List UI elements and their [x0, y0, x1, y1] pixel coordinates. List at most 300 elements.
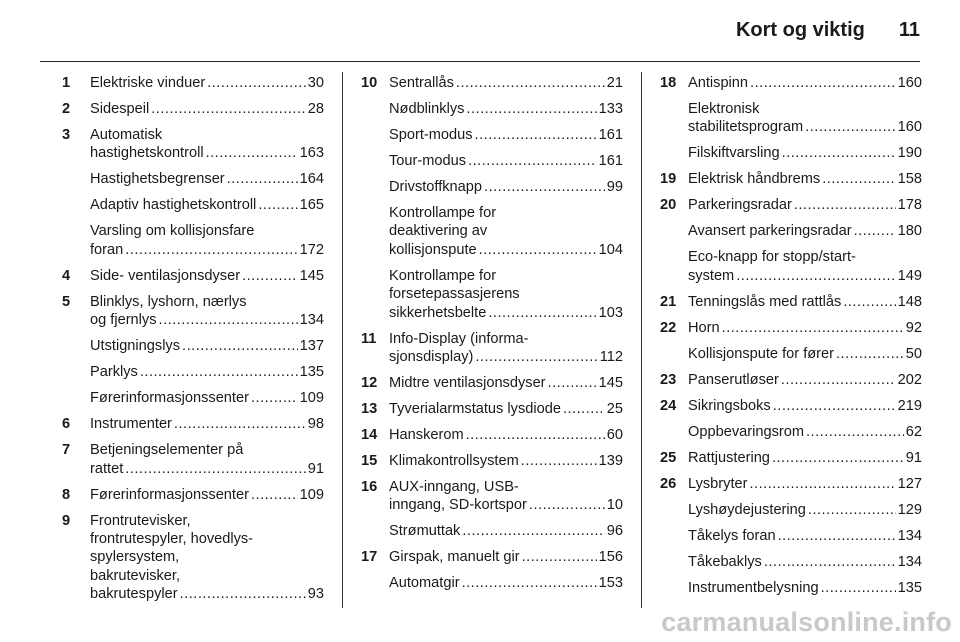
entry-page-number: 161: [598, 153, 623, 169]
dot-leader: [805, 118, 895, 136]
entry-page-number: 161: [598, 127, 623, 143]
index-entry: [62, 267, 324, 285]
entry-page-number: 172: [299, 241, 324, 258]
index-entry: [660, 222, 922, 240]
entry-page-number: 145: [299, 267, 324, 284]
index-entry: [660, 319, 922, 337]
entry-last-line: [389, 100, 623, 118]
entry-number: 6: [62, 416, 71, 433]
entry-number: 13: [361, 401, 378, 418]
index-entry: [361, 426, 623, 444]
index-entry: [361, 400, 623, 418]
entry-last-line: [688, 553, 922, 571]
dot-leader: [475, 348, 597, 366]
entry-label: Tenningslås med rattlås: [688, 293, 842, 310]
dot-leader: [736, 267, 895, 285]
entry-last-line: [389, 374, 623, 392]
entry-last-line: [389, 426, 623, 444]
entry-last-line: [688, 144, 922, 162]
dot-leader: [462, 574, 597, 592]
entry-label: Elektriske vinduer: [90, 75, 206, 91]
dot-leader: [794, 196, 896, 214]
entry-number: 4: [62, 267, 71, 284]
entry-label: Tyverialarmstatus lysdiode: [389, 401, 561, 418]
entry-last-line: [389, 178, 623, 196]
dot-leader: [808, 501, 896, 519]
entry-last-line: [389, 496, 623, 514]
entry-last-line: [389, 74, 623, 92]
entry-label: Utstigningslys: [90, 338, 181, 355]
dot-leader: [521, 452, 597, 470]
entry-last-line: [90, 144, 324, 162]
entry-number: 15: [361, 453, 378, 470]
entry-label: Antispinn: [688, 75, 749, 91]
entry-label: system: [688, 267, 735, 284]
dot-leader: [548, 374, 597, 392]
entry-last-line: [389, 522, 623, 540]
entry-label: Lyshøydejustering: [688, 501, 806, 518]
entry-number: 20: [660, 197, 677, 214]
entry-last-line: [688, 293, 922, 311]
entry-last-line: [688, 423, 922, 441]
entry-last-line: [90, 100, 324, 118]
entry-last-line: [90, 585, 324, 603]
entry-label: Panserutløser: [688, 371, 779, 388]
entry-page-number: 164: [299, 171, 324, 188]
entry-label: Elektrisk håndbrems: [688, 171, 821, 188]
index-entry: [62, 100, 324, 118]
entry-label: Strømuttak: [389, 523, 461, 540]
index-entry: [62, 170, 324, 188]
dot-leader: [466, 100, 596, 118]
entry-label: Tåkebaklys: [688, 553, 762, 570]
entry-last-line: [688, 371, 922, 389]
entry-label: Betjeningselementer på: [90, 442, 244, 459]
entry-label: Filskiftvarsling: [688, 145, 780, 162]
entry-page-number: 165: [299, 197, 324, 214]
entry-label: spylersystem,: [90, 549, 180, 566]
entry-page-number: 145: [598, 375, 623, 392]
entry-last-line: [688, 196, 922, 214]
entry-last-line: [688, 501, 922, 519]
index-entry: [62, 74, 324, 92]
page-title: Kort og viktig: [735, 19, 865, 41]
entry-label: Lysbryter: [688, 475, 748, 492]
entry-page-number: 178: [897, 197, 922, 214]
entry-page-number: 219: [897, 397, 922, 414]
entry-last-line: [90, 311, 324, 329]
index-entry: [62, 293, 324, 330]
entry-page-number: 96: [606, 523, 623, 540]
entry-last-line: [90, 363, 324, 381]
entry-label: Instrumenter: [90, 416, 172, 433]
entry-number: 10: [361, 75, 378, 91]
dot-leader: [466, 426, 605, 444]
entry-page-number: 202: [897, 371, 922, 388]
entry-label: Sport-modus: [389, 127, 473, 143]
dot-leader: [778, 527, 896, 545]
entry-number: 3: [62, 127, 71, 143]
entry-page-number: 91: [307, 460, 324, 477]
entry-last-line: [389, 574, 623, 592]
dot-leader: [843, 293, 895, 311]
entry-last-line: [688, 397, 922, 415]
entry-page-number: 21: [606, 75, 623, 91]
entry-page-number: 134: [897, 553, 922, 570]
dot-leader: [125, 460, 306, 478]
entry-page-number: 139: [598, 453, 623, 470]
index-entry: [660, 501, 922, 519]
entry-label: Horn: [688, 319, 720, 336]
entry-label: bakrutespyler: [90, 586, 178, 603]
dot-leader: [242, 267, 298, 285]
entry-page-number: 160: [897, 119, 922, 136]
dot-leader: [781, 371, 896, 389]
dot-leader: [529, 496, 605, 514]
entry-last-line: [90, 486, 324, 504]
entry-label: stabilitetsprogram: [688, 119, 804, 136]
entry-page-number: 160: [897, 75, 922, 91]
entry-label: frontrutespyler, hovedlys-: [90, 531, 254, 548]
entry-label: Drivstoffknapp: [389, 179, 483, 195]
index-entry: [660, 345, 922, 363]
entry-page-number: 109: [299, 390, 324, 407]
entry-label: Avansert parkeringsradar: [688, 223, 852, 240]
entry-number: 7: [62, 442, 71, 459]
entry-label: Sentrallås: [389, 75, 454, 91]
page-number: 11: [898, 19, 920, 41]
index-entry: [361, 452, 623, 470]
index-entry: [62, 441, 324, 478]
index-entry: [660, 144, 922, 162]
index-entry: [660, 293, 922, 311]
entry-page-number: 99: [606, 179, 623, 195]
column-divider: [641, 72, 642, 608]
entry-label: Varsling om kollisjonsfare: [90, 223, 255, 240]
index-entry: [361, 74, 623, 92]
entry-last-line: [389, 400, 623, 418]
entry-page-number: 92: [905, 319, 922, 336]
entry-last-line: [688, 222, 922, 240]
dot-leader: [773, 397, 896, 415]
entry-page-number: 133: [598, 101, 623, 117]
index-entry: [660, 74, 922, 92]
entry-last-line: [389, 452, 623, 470]
entry-last-line: [688, 449, 922, 467]
entry-last-line: [389, 126, 623, 144]
index-entry: [62, 486, 324, 504]
entry-number: 11: [361, 330, 377, 347]
entry-last-line: [90, 267, 324, 285]
entry-label: Side- ventilasjonsdyser: [90, 267, 241, 284]
entry-label: Blinklys, lyshorn, nærlys: [90, 293, 247, 310]
watermark-text: carmanualsonline.info: [661, 607, 952, 637]
index-entry: [660, 579, 922, 597]
index-entry: [660, 100, 922, 137]
entry-number: 12: [361, 375, 378, 392]
dot-leader: [140, 363, 298, 381]
entry-page-number: 163: [299, 145, 324, 162]
dot-leader: [563, 400, 605, 418]
index-entry: [660, 371, 922, 389]
entry-page-number: 153: [598, 575, 623, 592]
entry-last-line: [688, 345, 922, 363]
index-entry: [62, 222, 324, 259]
entry-label: rattet: [90, 460, 124, 477]
index-entry: [361, 574, 623, 592]
dot-leader: [159, 311, 298, 329]
index-entry: [62, 337, 324, 355]
entry-label: Parkeringsradar: [688, 197, 792, 214]
dot-leader: [251, 486, 298, 504]
entry-label: sjonsdisplay): [389, 349, 474, 366]
entry-last-line: [90, 74, 324, 92]
index-entry: [62, 415, 324, 433]
index-entry: [660, 553, 922, 571]
entry-page-number: 127: [897, 475, 922, 492]
entry-last-line: [688, 527, 922, 545]
entry-label: Info-Display (informa-: [389, 330, 529, 347]
entry-number: 22: [660, 319, 677, 336]
entry-page-number: 98: [307, 416, 324, 433]
dot-leader: [468, 152, 597, 170]
entry-page-number: 134: [897, 527, 922, 544]
entry-label: Parklys: [90, 364, 138, 381]
dot-leader: [750, 74, 896, 92]
entry-number: 17: [361, 549, 378, 566]
entry-label: Automatisk: [90, 127, 163, 143]
entry-page-number: 129: [897, 501, 922, 518]
entry-last-line: [90, 415, 324, 433]
dot-leader: [782, 144, 896, 162]
dot-leader: [258, 196, 297, 214]
entry-label: Oppbevaringsrom: [688, 423, 804, 440]
entry-label: Instrumentbelysning: [688, 579, 819, 596]
entry-page-number: 93: [307, 586, 324, 603]
entry-label: Sidespeil: [90, 101, 150, 117]
entry-last-line: [90, 241, 324, 259]
entry-last-line: [90, 170, 324, 188]
dot-leader: [180, 585, 306, 603]
dot-leader: [125, 241, 297, 259]
entry-last-line: [90, 460, 324, 478]
entry-last-line: [389, 304, 623, 322]
entry-number: 24: [660, 397, 677, 414]
entry-page-number: 25: [606, 401, 623, 418]
entry-label: Sikringsboks: [688, 397, 771, 414]
index-entry: [361, 522, 623, 540]
index-entry: [361, 178, 623, 196]
entry-number: 2: [62, 101, 71, 117]
entry-page-number: 112: [599, 349, 623, 366]
dot-leader: [479, 241, 597, 259]
index-entry: [361, 478, 623, 515]
dot-leader: [749, 475, 895, 493]
dot-leader: [722, 319, 904, 337]
entry-label: Tåkelys foran: [688, 527, 776, 544]
entry-page-number: 91: [905, 449, 922, 466]
index-entry: [361, 267, 623, 322]
index-entry: [361, 152, 623, 170]
entry-number: 19: [660, 171, 677, 188]
dot-leader: [488, 304, 596, 322]
index-entry: [62, 196, 324, 214]
entry-number: 18: [660, 75, 677, 91]
entry-number: 9: [62, 512, 71, 529]
entry-label: Eco-knapp for stopp/start-: [688, 249, 856, 266]
index-entry: [62, 389, 324, 407]
dot-leader: [227, 170, 298, 188]
entry-label: Førerinformasjonssenter: [90, 390, 249, 407]
entry-label: AUX-inngang, USB-: [389, 479, 519, 496]
entry-label: Girspak, manuelt gir: [389, 549, 520, 566]
index-entry: [660, 397, 922, 415]
entry-last-line: [688, 579, 922, 597]
entry-label: sikkerhetsbelte: [389, 304, 487, 321]
entry-label: og fjernlys: [90, 312, 157, 329]
index-entry: [660, 248, 922, 285]
entry-label: Førerinformasjonssenter: [90, 486, 249, 503]
entry-label: Adaptiv hastighetskontroll: [90, 197, 257, 214]
index-entry: [361, 548, 623, 566]
entry-label: bakrutevisker,: [90, 567, 181, 584]
index-entry: [660, 423, 922, 441]
index-column-2: [361, 74, 623, 600]
entry-page-number: 135: [897, 579, 922, 596]
dot-leader: [251, 389, 298, 407]
entry-page-number: 50: [905, 345, 922, 362]
dot-leader: [207, 74, 306, 92]
entry-number: 16: [361, 479, 378, 496]
header-rule: [40, 61, 920, 62]
entry-label: Klimakontrollsystem: [389, 453, 519, 470]
entry-label: Elektronisk: [688, 101, 760, 117]
entry-page-number: 137: [299, 338, 324, 355]
entry-page-number: 104: [598, 241, 623, 258]
entry-page-number: 28: [307, 101, 324, 117]
entry-page-number: 62: [905, 423, 922, 440]
page-header: [736, 19, 920, 42]
dot-leader: [836, 345, 904, 363]
dot-leader: [821, 579, 896, 597]
entry-number: 1: [62, 75, 71, 91]
entry-number: 14: [361, 427, 378, 444]
dot-leader: [182, 337, 298, 355]
entry-last-line: [688, 170, 922, 188]
index-column-3: [660, 74, 922, 605]
entry-last-line: [688, 74, 922, 92]
entry-label: Hastighetsbegrenser: [90, 171, 225, 188]
index-entry: [660, 449, 922, 467]
entry-last-line: [90, 196, 324, 214]
entry-label: Kollisjonspute for fører: [688, 345, 834, 362]
dot-leader: [854, 222, 896, 240]
entry-label: Tour-modus: [389, 153, 467, 169]
entry-page-number: 149: [897, 267, 922, 284]
index-entry: [62, 126, 324, 163]
entry-last-line: [389, 348, 623, 366]
entry-number: 23: [660, 371, 677, 388]
index-entry: [361, 374, 623, 392]
entry-last-line: [688, 319, 922, 337]
entry-last-line: [389, 241, 623, 259]
entry-last-line: [90, 389, 324, 407]
dot-leader: [764, 553, 896, 571]
entry-label: forsetepassasjerens: [389, 286, 520, 303]
entry-last-line: [90, 337, 324, 355]
entry-page-number: 109: [299, 486, 324, 503]
entry-number: 25: [660, 449, 677, 466]
entry-label: Frontrutevisker,: [90, 512, 191, 529]
entry-last-line: [389, 548, 623, 566]
dot-leader: [456, 74, 605, 92]
entry-last-line: [688, 475, 922, 493]
dot-leader: [151, 100, 306, 118]
entry-page-number: 158: [897, 171, 922, 188]
index-entry: [62, 363, 324, 381]
dot-leader: [806, 423, 904, 441]
entry-label: Automatgir: [389, 575, 460, 592]
index-entry: [361, 126, 623, 144]
dot-leader: [462, 522, 604, 540]
entry-label: Rattjustering: [688, 449, 770, 466]
entry-label: inngang, SD-kortspor: [389, 497, 527, 514]
dot-leader: [822, 170, 895, 188]
entry-page-number: 180: [897, 223, 922, 240]
index-entry: [660, 196, 922, 214]
index-entry: [660, 527, 922, 545]
index-entry: [361, 100, 623, 118]
entry-label: deaktivering av: [389, 223, 488, 240]
entry-page-number: 135: [299, 364, 324, 381]
entry-label: Kontrollampe for: [389, 267, 497, 284]
entry-page-number: 30: [307, 75, 324, 91]
index-entry: [361, 330, 623, 367]
entry-last-line: [688, 267, 922, 285]
index-entry: [660, 475, 922, 493]
dot-leader: [206, 144, 298, 162]
index-entry: [660, 170, 922, 188]
entry-label: Hanskerom: [389, 427, 464, 444]
entry-page-number: 134: [299, 312, 324, 329]
entry-number: 5: [62, 293, 71, 310]
dot-leader: [174, 415, 306, 433]
entry-page-number: 190: [897, 145, 922, 162]
dot-leader: [522, 548, 597, 566]
entry-last-line: [389, 152, 623, 170]
entry-page-number: 103: [598, 304, 623, 321]
entry-label: hastighetskontroll: [90, 145, 204, 162]
entry-page-number: 10: [606, 497, 623, 514]
entry-label: Nødblinklys: [389, 101, 465, 117]
entry-label: Midtre ventilasjonsdyser: [389, 375, 546, 392]
entry-label: foran: [90, 241, 124, 258]
entry-page-number: 60: [606, 427, 623, 444]
entry-page-number: 148: [897, 293, 922, 310]
entry-page-number: 156: [598, 549, 623, 566]
index-entry: [361, 204, 623, 259]
index-entry: [62, 512, 324, 604]
dot-leader: [475, 126, 597, 144]
entry-number: 26: [660, 475, 677, 492]
column-divider: [342, 72, 343, 608]
index-column-1: [62, 74, 324, 611]
entry-label: Kontrollampe for: [389, 205, 497, 221]
dot-leader: [484, 178, 605, 196]
entry-number: 8: [62, 486, 71, 503]
dot-leader: [772, 449, 904, 467]
entry-label: kollisjonspute: [389, 241, 477, 258]
